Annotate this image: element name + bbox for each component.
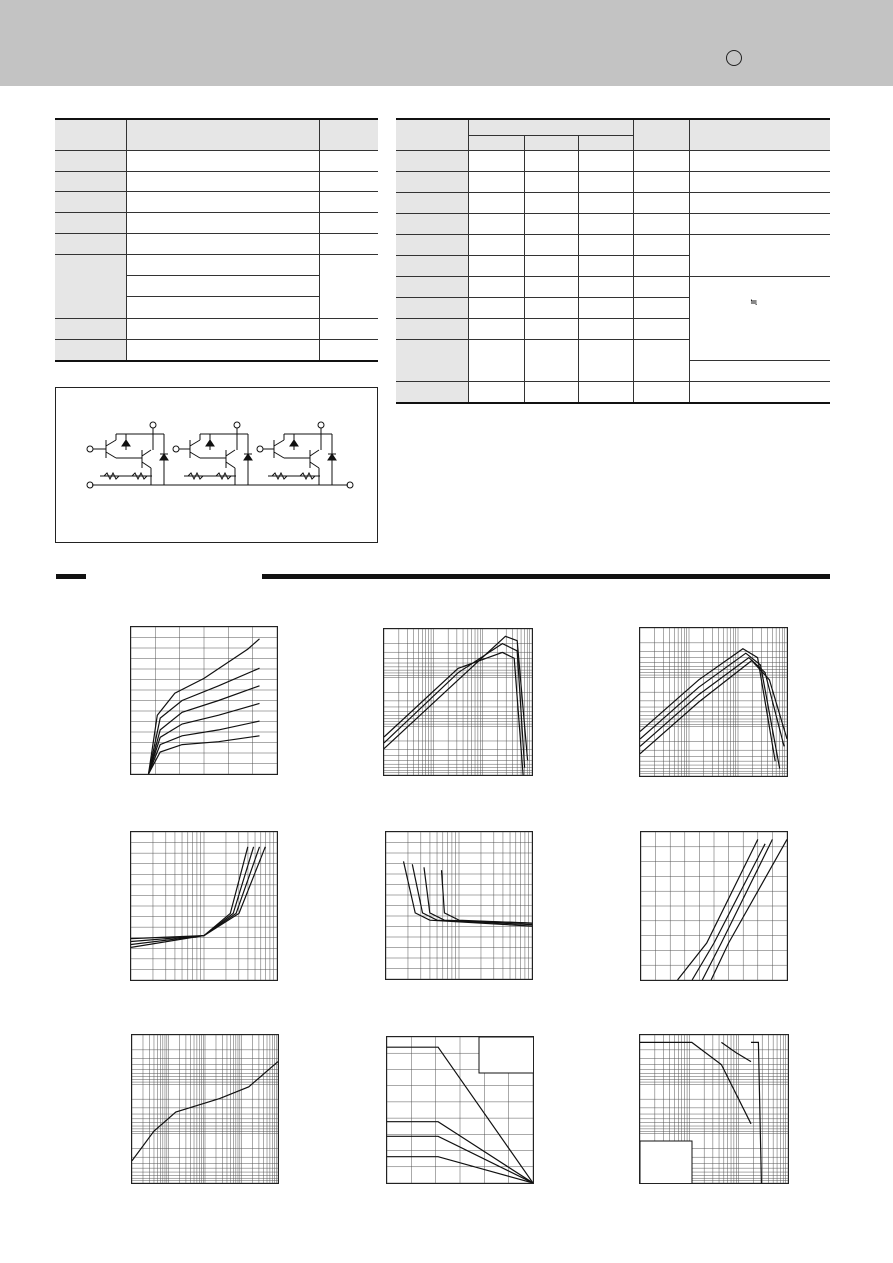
header-circle-mark (726, 50, 742, 66)
table-row (55, 319, 378, 340)
chart-2 (383, 628, 533, 776)
circuit-schematic (55, 387, 378, 543)
chart-4-svg (131, 832, 277, 980)
table-row-half (126, 276, 319, 297)
series-line (131, 847, 265, 939)
series-line (442, 870, 533, 923)
table-row (396, 151, 830, 172)
table-row (396, 319, 689, 340)
chart-1 (130, 626, 278, 775)
ratings-table (55, 118, 378, 362)
table-row (396, 214, 830, 235)
darlington-cell (173, 422, 252, 485)
table-row (396, 361, 830, 382)
series-line (412, 864, 532, 924)
chart-1-svg (131, 627, 277, 774)
legend-box (479, 1037, 533, 1073)
chart-5-svg (386, 832, 532, 979)
series-line (640, 653, 780, 768)
legend-box (640, 1141, 692, 1183)
table-row (396, 298, 689, 319)
table-row (55, 340, 378, 360)
table-row (55, 172, 378, 192)
chart-9-svg (640, 1035, 788, 1183)
table-row-merged (319, 255, 378, 319)
chart-9 (639, 1034, 789, 1184)
table-row (396, 172, 830, 193)
series-line (640, 1042, 751, 1123)
table-row (55, 234, 378, 255)
chart-3 (639, 627, 788, 777)
approx-symbol: ≒ (750, 297, 758, 307)
char-header-row (396, 120, 830, 151)
table-row (396, 235, 689, 256)
series-line (131, 847, 248, 948)
series-line (702, 839, 772, 980)
table-row (55, 213, 378, 234)
chart-5 (385, 831, 533, 980)
series-line (751, 1042, 761, 1183)
table-row (396, 277, 689, 298)
chart-7 (131, 1034, 279, 1184)
table-row-half (126, 255, 319, 276)
characteristics-table (396, 118, 830, 404)
darlington-cell (87, 422, 168, 485)
chart-6-svg (641, 832, 787, 980)
schematic-drawing (56, 388, 379, 544)
table-row (396, 193, 830, 214)
series-line (384, 652, 523, 775)
section-bar-right (262, 574, 830, 579)
table-row (396, 256, 830, 277)
chart-2-svg (384, 629, 532, 775)
series-line (384, 644, 525, 768)
section-bar-left (56, 574, 86, 579)
header-band (0, 0, 893, 86)
chart-8 (386, 1036, 534, 1184)
table-row (55, 151, 378, 172)
table-row (55, 192, 378, 213)
table-row (55, 297, 319, 319)
darlington-cell (257, 422, 336, 485)
ratings-header-row (55, 120, 378, 151)
chart-3-svg (640, 628, 787, 776)
chart-8-svg (387, 1037, 533, 1183)
chart-7-svg (132, 1035, 278, 1183)
chart-4 (130, 831, 278, 981)
series-line (678, 839, 758, 980)
series-line (640, 649, 775, 762)
chart-6 (640, 831, 788, 981)
table-row (396, 382, 830, 402)
series-line (404, 861, 533, 926)
